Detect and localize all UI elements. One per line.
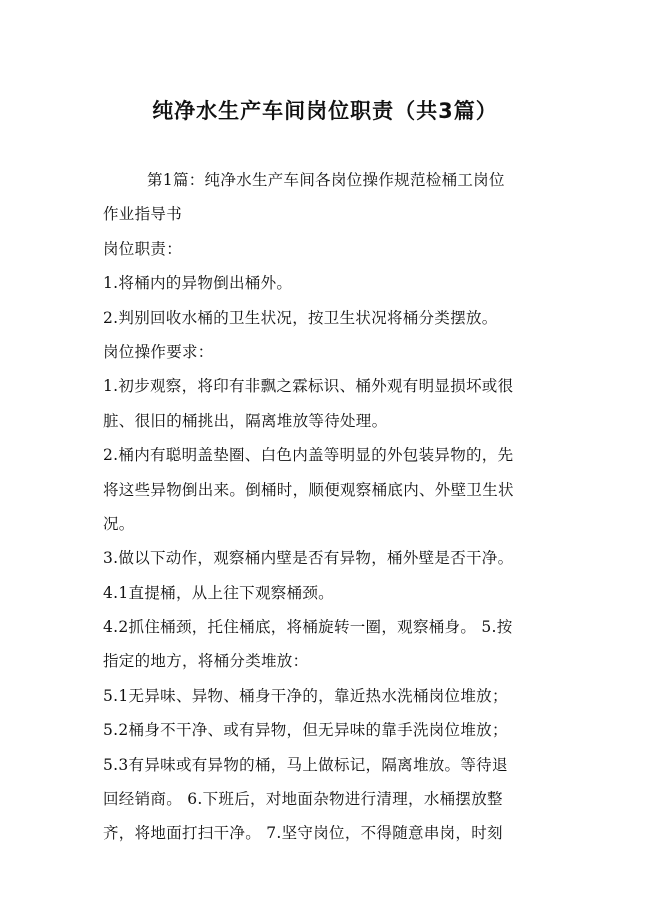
text-line: 指定的地方，将桶分类堆放： bbox=[103, 652, 309, 671]
document-body bbox=[103, 163, 573, 851]
text-line: 回经销商。 6.下班后，对地面杂物进行清理，水桶摆放整 bbox=[103, 790, 503, 809]
text-line: 岗位操作要求： bbox=[103, 342, 214, 361]
text-line: 第1篇：纯净水生产车间各岗位操作规范检桶工岗位 bbox=[147, 171, 505, 189]
text-line: 4.2抓住桶颈，托住桶底，将桶旋转一圈，观察桶身。 5.按 bbox=[103, 618, 513, 637]
text-line: 1.初步观察，将印有非飘之霖标识、桶外观有明显损坏或很 bbox=[103, 377, 514, 396]
text-line: 1.将桶内的异物倒出桶外。 bbox=[103, 274, 293, 293]
text-line: 2.判别回收水桶的卫生状况，按卫生状况将桶分类摆放。 bbox=[103, 308, 498, 327]
text-line: 岗位职责： bbox=[103, 239, 183, 258]
text-line: 作业指导书 bbox=[103, 205, 183, 224]
text-line: 脏、很旧的桶挑出，隔离堆放等待处理。 bbox=[103, 411, 388, 430]
text-line: 4.1直提桶，从上往下观察桶颈。 bbox=[103, 583, 334, 602]
text-line: 将这些异物倒出来。倒桶时，顺便观察桶底内、外壁卫生状 bbox=[103, 480, 514, 499]
document-title: 纯净水生产车间岗位职责（共3篇） bbox=[152, 99, 498, 123]
text-line: 况。 bbox=[103, 514, 135, 533]
text-line: 3.做以下动作，观察桶内壁是否有异物，桶外壁是否干净。 bbox=[103, 549, 514, 568]
text-line: 2.桶内有聪明盖垫圈、白色内盖等明显的外包装异物的，先 bbox=[103, 446, 514, 465]
text-line: 5.3有异味或有异物的桶，马上做标记，隔离堆放。等待退 bbox=[103, 755, 508, 774]
text-line: 5.2桶身不干净、或有异物，但无异味的靠手洗岗位堆放； bbox=[103, 721, 508, 740]
text-line: 5.1无异味、异物、桶身干净的，靠近热水洗桶岗位堆放； bbox=[103, 686, 508, 705]
text-line: 齐，将地面打扫干净。 7.坚守岗位，不得随意串岗，时刻 bbox=[103, 824, 503, 843]
